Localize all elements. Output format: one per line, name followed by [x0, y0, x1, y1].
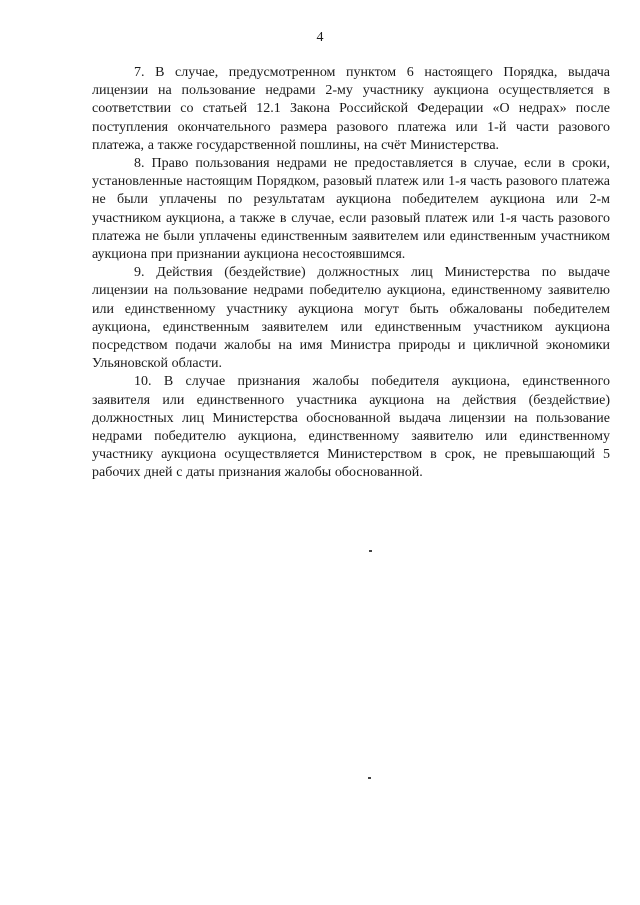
scan-artifact-mark	[369, 550, 372, 552]
paragraph-8: 8. Право пользования недрами не предоставляется в случае, если в сроки, установленные настоящим Порядком, разовый платеж или 1-я часть разового платежа не были уплачены по результатам аукциона победителем аукциона или 2-м участником аукциона, а также в случае, если разовый платеж или 1-я часть разового платежа не были уплачены единственным заявителем или единственным участником аукциона при признании аукциона несостоявшимся.	[92, 156, 610, 263]
scan-artifact-mark	[368, 777, 371, 779]
document-body	[92, 64, 610, 483]
page-number: 4	[316, 30, 324, 45]
paragraph-10: 10. В случае признания жалобы победителя аукциона, единственного заявителя или единственного участника аукциона на действия (бездействие) должностных лиц Министерства обоснованной выдача лицензии на пользование недрами победителю аукциона, единственному заявителю или единственному участнику аукциона осуществляется Министерством в срок, не превышающий 5 рабочих дней с даты признания жалобы обоснованной.	[92, 374, 610, 481]
paragraph-7: 7. В случае, предусмотренном пунктом 6 настоящего Порядка, выдача лицензии на пользование недрами 2-му участнику аукциона осуществляется в соответствии со статьей 12.1 Закона Российской Федерации «О недрах» после поступления окончательного размера разового платежа или 1-й части разового платежа, а также государственной пошлины, на счёт Министерства.	[92, 65, 610, 153]
paragraph-9: 9. Действия (бездействие) должностных лиц Министерства по выдаче лицензии на пользование недрами победителю аукциона, единственному заявителю или единственному участнику аукциона могут быть обжалованы победителем аукциона, единственным заявителем или единственным участником аукциона посредством подачи жалобы на имя Министра природы и цикличной экономики Ульяновской области.	[92, 265, 610, 372]
